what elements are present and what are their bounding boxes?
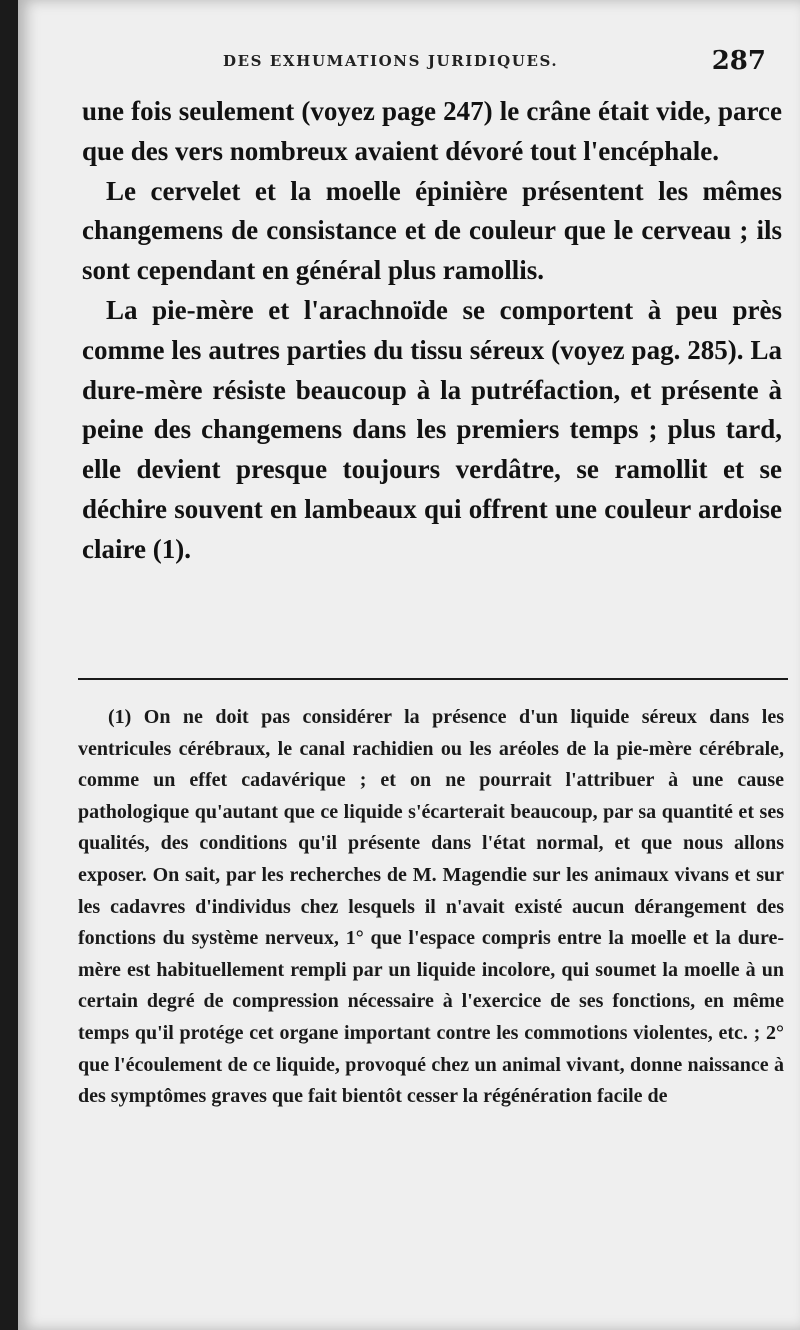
page-header [48,48,780,78]
footnote-divider [78,678,788,680]
book-page [18,0,800,1330]
footnote: (1) On ne doit pas considérer la présence d'un liquide séreux dans les ventricules cérébraux, le canal rachidien ou les aréoles de la pie-mère cérébrale, comme un effet cadavérique ; et on ne pourrait l'attribuer à une cause pathologique qu'autant que ce liquide s'écarterait beaucoup, par sa quantité et ses qualités, des conditions qu'il présente dans l'état normal, et que nous allons exposer. On sait, par les recherches de M. Magendie sur les animaux vivans et sur les cadavres d'individus chez lesquels il n'avait existé aucun dérangement des fonctions du système nerveux, 1° que l'espace compris entre la moelle et la dure-mère est habituellement rempli par un liquide incolore, qui soumet la moelle à un certain degré de compression nécessaire à l'exercice de ses fonctions, en même temps qu'il protége cet organe important contre les commotions violentes, etc. ; 2° que l'écoulement de ce liquide, provoqué chez un animal vivant, donne naissance à des symptômes graves que fait bientôt cesser la régénération facile de [78,706,784,1108]
running-head: DES EXHUMATIONS JURIDIQUES. [223,52,559,70]
paragraph-2: Le cervelet et la moelle épinière présentent les mêmes changemens de consistance et de couleur que le cerveau ; ils sont cependant en général plus ramollis. [82,175,782,286]
page-number: 287 [711,46,766,76]
main-text [82,92,782,570]
paragraph-3: La pie-mère et l'arachnoïde se comportent à peu près comme les autres parties du tissu séreux (voyez pag. 285). La dure-mère résiste beaucoup à la putréfaction, et présente à peine des changemens dans les premiers temps ; plus tard, elle devient presque toujours verdâtre, se ramollit et se déchire souvent en lambeaux qui offrent une couleur ardoise claire (1). [82,294,782,564]
paragraph-1: une fois seulement (voyez page 247) le crâne était vide, parce que des vers nombreux avaient dévoré tout l'encéphale. [82,96,782,166]
